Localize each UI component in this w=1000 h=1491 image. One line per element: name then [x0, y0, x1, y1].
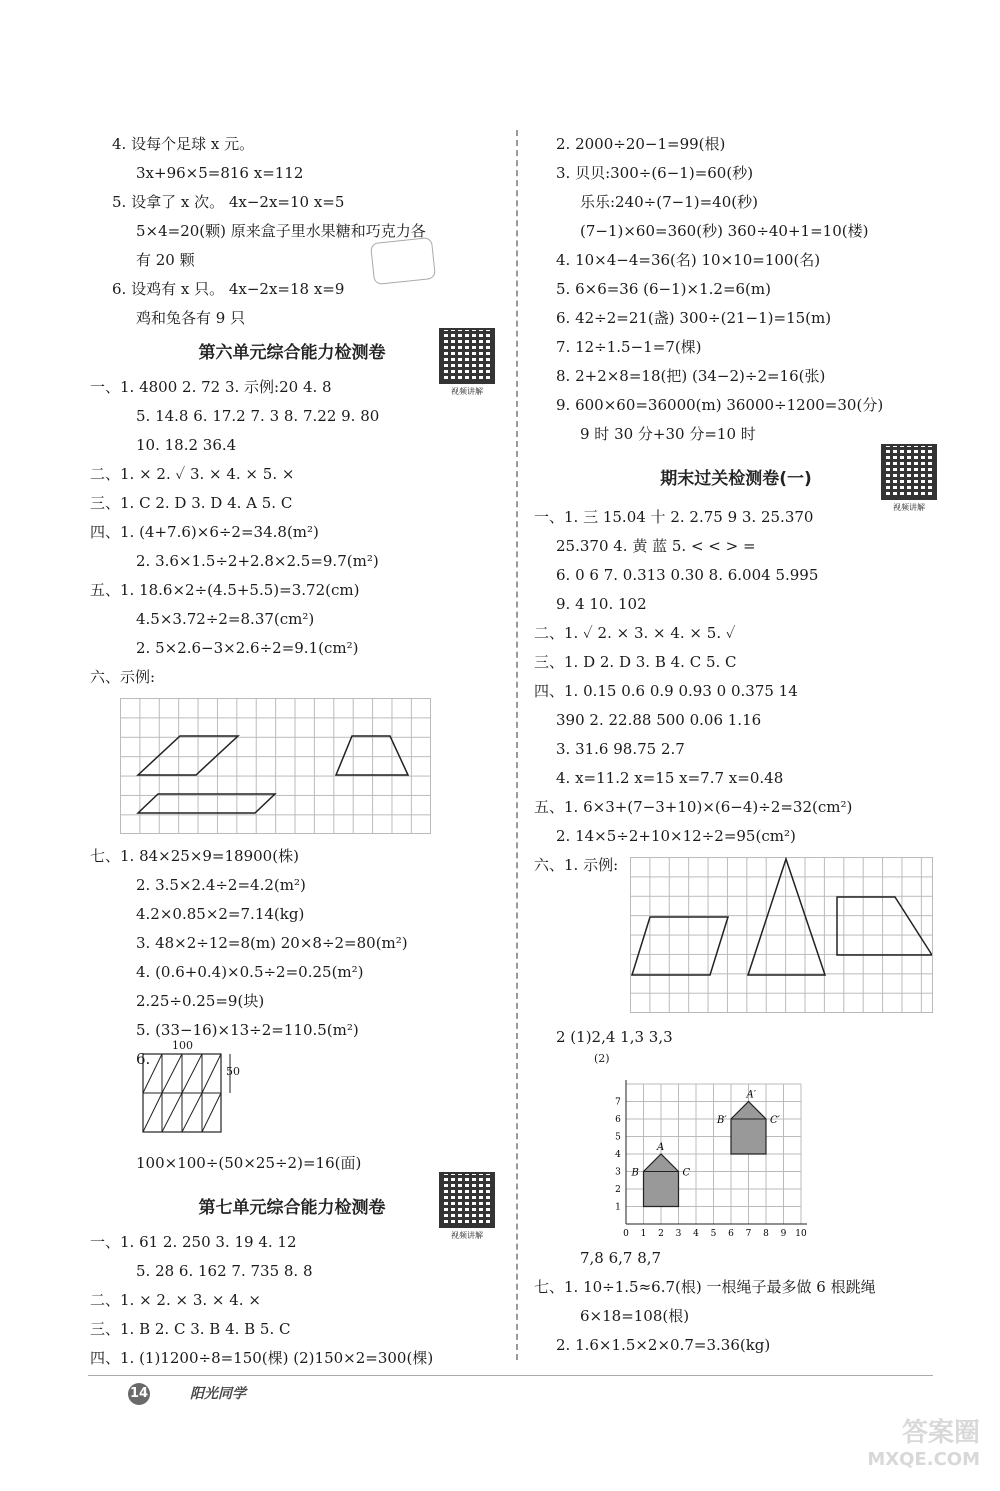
- grid-shapes: [120, 698, 430, 833]
- answer-line: 7. 12÷1.5−1=7(棵): [556, 338, 702, 356]
- answer-line: 3x+96×5=816 x=112: [136, 164, 304, 182]
- x-tick-label: 3: [675, 1229, 682, 1239]
- qr-caption: 视频讲解: [893, 503, 925, 512]
- answer-line: 5×4=20(颗) 原来盒子里水果糖和巧克力各: [136, 222, 426, 240]
- fig6-drawing: [142, 1053, 242, 1143]
- answer-line: 5. 28 6. 162 7. 735 8. 8: [136, 1262, 313, 1280]
- answer-line: 10. 18.2 36.4: [136, 436, 237, 454]
- footer-rule: [88, 1375, 933, 1376]
- qr-icon: [881, 444, 937, 500]
- coordinate-plot: [596, 1052, 856, 1244]
- x-tick-label: 7: [745, 1229, 752, 1239]
- answer-line: 2. 5×2.6−3×2.6÷2=9.1(cm²): [136, 639, 359, 657]
- answer-line: 四、1. (4+7.6)×6÷2=34.8(m²): [90, 523, 319, 541]
- answer-line: 5. 设拿了 x 次。 4x−2x=10 x=5: [112, 193, 345, 211]
- answer-line: 4.5×3.72÷2=8.37(cm²): [136, 610, 315, 628]
- x-tick-label: 9: [780, 1229, 787, 1239]
- x-tick-label: 10: [795, 1229, 807, 1239]
- answer-line: 7,8 6,7 8,7: [580, 1249, 662, 1267]
- question-6-1: [534, 851, 946, 1023]
- y-tick-label: 4: [615, 1150, 621, 1160]
- answer-line: 5. 14.8 6. 17.2 7. 3 8. 7.22 9. 80: [136, 407, 380, 425]
- answer-line: 3. 贝贝:300÷(6−1)=60(秒): [556, 164, 754, 182]
- answer-line: 4. x=11.2 x=15 x=7.7 x=0.48: [556, 769, 784, 787]
- fig-label-width: 100: [172, 1039, 193, 1052]
- stamp-mark: [370, 237, 436, 285]
- answer-line: 3. 48×2÷12=8(m) 20×8÷2=80(m²): [136, 934, 408, 952]
- answer-line: 6. 0 6 7. 0.313 0.30 8. 6.004 5.995: [556, 566, 819, 584]
- answer-line: 6×18=108(根): [580, 1307, 690, 1325]
- coordinate-figure: [556, 1052, 946, 1244]
- point-label: C: [682, 1167, 691, 1179]
- qr-code[interactable]: [438, 328, 496, 398]
- y-tick-label: 7: [615, 1097, 621, 1108]
- answer-line: 2. 2000÷20−1=99(根): [556, 135, 726, 153]
- answer-line: 9. 600×60=36000(m) 36000÷1200=30(分): [556, 396, 884, 414]
- answer-line: 三、1. C 2. D 3. D 4. A 5. C: [90, 494, 293, 512]
- point-label: A: [657, 1142, 665, 1153]
- figure-6: [112, 1039, 502, 1149]
- x-tick-label: 0: [623, 1229, 629, 1239]
- answer-line: 2. 14×5÷2+10×12÷2=95(cm²): [556, 827, 796, 845]
- qr-caption: 视频讲解: [451, 387, 483, 396]
- point-label: B′: [717, 1115, 727, 1126]
- point-label: B: [631, 1167, 639, 1179]
- answer-line: 乐乐:240÷(7−1)=40(秒): [580, 193, 758, 211]
- column-divider: [516, 130, 518, 1360]
- x-tick-label: 4: [693, 1229, 699, 1239]
- x-tick-label: 5: [710, 1229, 717, 1239]
- grid-shapes: [630, 857, 932, 1012]
- qr-icon: [439, 328, 495, 384]
- answer-line: 4.2×0.85×2=7.14(kg): [136, 905, 305, 923]
- answer-line: 二、1. × 2. ✓ 3. × 4. × 5. ×: [90, 465, 295, 483]
- answer-line: 100×100÷(50×25÷2)=16(面): [136, 1154, 362, 1172]
- watermark: [867, 1418, 980, 1471]
- watermark-title: 答案圈: [901, 1418, 980, 1449]
- x-tick-label: 6: [728, 1229, 734, 1239]
- x-tick-label: 1: [640, 1229, 647, 1239]
- answer-line: 4. (0.6+0.4)×0.5÷2=0.25(m²): [136, 963, 364, 981]
- answer-line: 六、1. 示例:: [534, 856, 619, 874]
- brand-logo: 阳光同学: [190, 1386, 246, 1402]
- answer-line: 390 2. 22.88 500 0.06 1.16: [556, 711, 762, 729]
- answer-line: 五、1. 18.6×2÷(4.5+5.5)=3.72(cm): [90, 581, 360, 599]
- y-tick-label: 6: [615, 1115, 621, 1125]
- answer-line: 5. (33−16)×13÷2=110.5(m²): [136, 1021, 359, 1039]
- qr-icon: [439, 1172, 495, 1228]
- qr-caption: 视频讲解: [451, 1231, 483, 1240]
- page-number: [88, 1383, 188, 1407]
- section-title: 第七单元综合能力检测卷: [198, 1198, 386, 1218]
- qr-code[interactable]: [880, 444, 938, 514]
- x-tick-label: 2: [658, 1229, 664, 1239]
- answer-line: 七、1. 84×25×9=18900(株): [90, 847, 299, 865]
- point-label: C′: [770, 1115, 780, 1126]
- answer-line: 6. 设鸡有 x 只。 4x−2x=18 x=9: [112, 280, 345, 298]
- answer-line: 二、1. ✓ 2. × 3. × 4. × 5. ✓: [534, 624, 736, 642]
- y-tick-label: 1: [615, 1202, 621, 1213]
- answer-line: (7−1)×60=360(秒) 360÷40+1=10(楼): [580, 222, 869, 240]
- answer-line: 一、1. 4800 2. 72 3. 示例:20 4. 8: [90, 378, 332, 396]
- answer-line: 三、1. D 2. D 3. B 4. C 5. C: [534, 653, 737, 671]
- y-tick-label: 3: [615, 1167, 621, 1178]
- section-title: 期末过关检测卷(一): [660, 469, 812, 489]
- answer-line: 2.25÷0.25=9(块): [136, 992, 265, 1010]
- answer-line: 七、1. 10÷1.5≈6.7(根) 一根绳子最多做 6 根跳绳: [534, 1278, 876, 1296]
- coord-sub-label: (2): [594, 1052, 610, 1065]
- answer-line: 6. 42÷2=21(盏) 300÷(21−1)=15(m): [556, 309, 832, 327]
- answer-line: 鸡和兔各有 9 只: [136, 309, 246, 327]
- shape-original: [644, 1154, 679, 1207]
- point-label: A′: [746, 1089, 756, 1101]
- x-tick-label: 8: [763, 1229, 769, 1239]
- y-tick-label: 2: [615, 1185, 621, 1195]
- answer-line: 3. 31.6 98.75 2.7: [556, 740, 685, 758]
- answer-line: 三、1. B 2. C 3. B 4. B 5. C: [90, 1320, 291, 1338]
- answer-line: 8. 2+2×8=18(把) (34−2)÷2=16(张): [556, 367, 826, 385]
- fig-label-height: 50: [226, 1065, 240, 1078]
- answer-line: 有 20 颗: [136, 251, 195, 269]
- answer-line: 一、1. 61 2. 250 3. 19 4. 12: [90, 1233, 297, 1251]
- answer-line: 2 (1)2,4 1,3 3,3: [556, 1028, 673, 1046]
- answer-line: 一、1. 三 15.04 十 2. 2.75 9 3. 25.370: [534, 508, 814, 526]
- qr-code[interactable]: [438, 1172, 496, 1242]
- watermark-url: MXQE.COM: [867, 1449, 980, 1471]
- answer-line: 5. 6×6=36 (6−1)×1.2=6(m): [556, 280, 771, 298]
- section-title: 第六单元综合能力检测卷: [198, 343, 386, 363]
- answer-line: 4. 设每个足球 x 元。: [112, 135, 255, 153]
- right-column: [534, 130, 946, 1360]
- page-number-badge: 14: [128, 1383, 150, 1405]
- answer-line: 六、示例:: [90, 668, 156, 686]
- answer-line: 4. 10×4−4=36(名) 10×10=100(名): [556, 251, 821, 269]
- y-tick-label: 5: [615, 1132, 621, 1143]
- shape-translated: [731, 1102, 766, 1155]
- answer-line: 25.370 4. 黄 蓝 5. < < > =: [556, 537, 756, 555]
- answer-line: 9 时 30 分+30 分=10 时: [580, 425, 756, 443]
- answer-line: 2. 1.6×1.5×2×0.7=3.36(kg): [556, 1336, 771, 1354]
- answer-line: 9. 4 10. 102: [556, 595, 647, 613]
- answer-line: 五、1. 6×3+(7−3+10)×(6−4)÷2=32(cm²): [534, 798, 853, 816]
- answer-line: 四、1. 0.15 0.6 0.9 0.93 0 0.375 14: [534, 682, 798, 700]
- grid-figure: [120, 698, 431, 834]
- grid-figure: [630, 857, 933, 1013]
- answer-line: 2. 3.5×2.4÷2=4.2(m²): [136, 876, 306, 894]
- answer-line: 二、1. × 2. × 3. × 4. ×: [90, 1291, 261, 1309]
- answer-line: 6.: [136, 1050, 151, 1068]
- answer-line: 2. 3.6×1.5÷2+2.8×2.5=9.7(m²): [136, 552, 379, 570]
- answer-line: 四、1. (1)1200÷8=150(棵) (2)150×2=300(棵): [90, 1349, 434, 1367]
